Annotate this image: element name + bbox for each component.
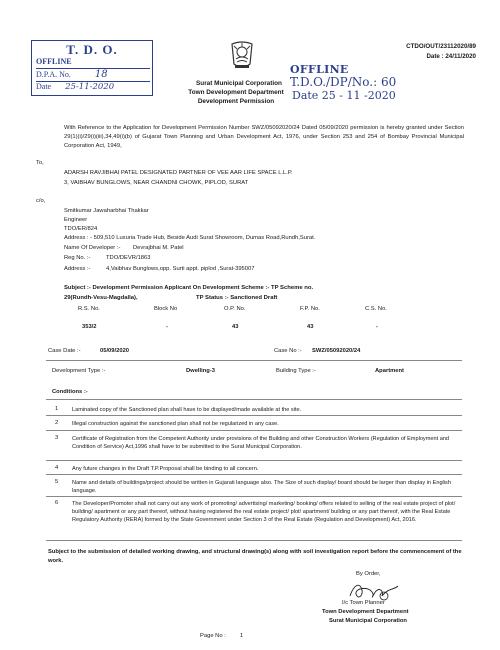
cell-block-no: - <box>166 324 168 330</box>
page-label: Page No : <box>200 633 226 639</box>
condition-number: 2 <box>55 420 59 426</box>
page-number: 1 <box>240 633 244 639</box>
condition-number: 5 <box>55 479 59 485</box>
ref-number: CTDO/OUT/23112020/89 <box>406 43 476 50</box>
condition-text: Any future changes in the Draft T.P.Proposal shall be binding to all concern. <box>72 466 259 472</box>
condition-divider <box>46 460 462 461</box>
handwritten-tdo-no: T.D.O./DP/No.: 60 <box>290 75 397 89</box>
developer-regno: TDO/DEVR/1863 <box>106 255 151 261</box>
conditions-divider <box>46 399 462 400</box>
case-no-label: Case No :- <box>274 348 302 354</box>
engineer-name: Smitkumar Jawaharbhai Thakkar <box>64 208 149 214</box>
tp-status: TP Status :- Sanctioned Draft <box>196 295 278 301</box>
condition-number: 1 <box>55 406 59 412</box>
subject-scheme: 29(Rundh-Vesu-Magdalla), <box>64 295 138 301</box>
signatory-corp: Surat Municipal Corporation <box>329 618 407 624</box>
stamp-dpa-row <box>36 69 150 82</box>
regno-label: Reg No. :- <box>64 255 91 261</box>
col-fp-no: F.P. No. <box>300 306 320 312</box>
header-date: Date : 24/11/2020 <box>426 53 476 60</box>
signatory-title: I/c Town Planner <box>342 600 385 606</box>
conditions-heading: Conditions :- <box>52 389 88 395</box>
signatory-dept: Town Development Department <box>322 609 409 615</box>
cell-cs-no: - <box>376 324 378 330</box>
condition-text: Illegal construction against the sanctioned plan shall not be regularized in any case. <box>72 421 279 427</box>
engineer-address-row <box>64 235 474 241</box>
tdo-stamp <box>31 40 153 96</box>
stamp-date-value: 25-11-2020 <box>65 82 115 92</box>
dev-type-label: Development Type :- <box>52 368 106 374</box>
divider <box>46 360 462 361</box>
condition-number: 4 <box>55 465 59 471</box>
dev-type: Dwelling-3 <box>186 368 215 374</box>
to-label: To, <box>36 160 44 166</box>
condition-text: Certificate of Registration from the Competent Authority under provisions of the Building and other Construction Workers (Regulation of Employment and Condition of Service) Act,1996 shall have to be submitted to the Surat Municipal Corporation. <box>72 436 450 451</box>
engineer-reg: TDO/ER/824 <box>64 226 98 232</box>
developer-label: Name Of Developer :- <box>64 245 121 251</box>
condition-text: Laminated copy of the Sanctioned plan shall have to be displayed/made available at the site. <box>72 407 302 413</box>
cell-op-no: 43 <box>232 324 239 330</box>
corp-name: Surat Municipal Corporation <box>196 80 282 87</box>
stamp-date-row <box>36 82 150 93</box>
handwritten-offline: OFFLINE <box>290 63 349 76</box>
stamp-dpa-no: 18 <box>94 69 108 80</box>
condition-text: The Developer/Promoter shall not carry out any work of promoting/ advertising/ marketing/ booking/ offers related to selling of the real estate project of plot/ building/ apartment or any part thereof, without having registered the real estate project/ plot/ apartment/ building or any part thereof, with the Real Estate Regulatory Authority (RERA) formed by the State Government under Section 3 of the Real Estate (Regulation and Development) Act, 2016. <box>72 501 456 524</box>
condition-divider <box>46 415 462 416</box>
footer-note: Subject to the submission of detailed working drawing, and structural drawing(s) along with soil investigation report before the commencement of the work. <box>48 549 462 564</box>
stamp-title: T. D. O. <box>66 42 118 57</box>
condition-divider <box>46 496 462 497</box>
conditions-end-divider <box>46 540 462 541</box>
condition-number: 3 <box>55 435 59 441</box>
col-block-no: Block No <box>154 306 178 312</box>
stamp-offline: OFFLINE <box>36 57 150 69</box>
condition-number: 6 <box>55 500 59 506</box>
cell-fp-no: 43 <box>307 324 314 330</box>
developer-name: Devrajbhai M. Patel <box>133 245 184 251</box>
dev-address-label: Address :- <box>64 266 91 272</box>
addressee-line2: 3, VAIBHAV BUNGLOWS, NEAR CHANDNI CHOWK, PIPLOD, SURAT <box>64 180 249 186</box>
col-op-no: O.P. No. <box>224 306 246 312</box>
subject-text: Subject :- Development Permission Applicant On Development Scheme :- TP Scheme no. <box>64 285 314 291</box>
engineer-role: Engineer <box>64 217 88 223</box>
condition-divider <box>46 474 462 475</box>
stamp-dpa-label: D.P.A. No. <box>36 70 71 79</box>
engineer-address-label: Address : <box>64 235 89 241</box>
developer-address: 4,Vaibhav Bunglows,opp. Surti appt. piplod ,Surat-395007 <box>106 266 255 272</box>
bld-type: Apartment <box>375 368 404 374</box>
dept-sub: Development Permission <box>197 98 275 105</box>
condition-divider <box>46 430 462 431</box>
intro-paragraph: With Reference to the Application for Development Permission Number SWZ/05092020/24 Dated 05/09/2020 permission is hereby granted under Section 29(1)(i)/29(i)(iii),34,49(i)(b) of Gujarat Town Planning and Urban Development Act, 1976, under Section 253 and 254 of Bombay Provincial Municipal Corporation Act, 1949, <box>64 125 464 149</box>
dept-name: Town Development Department <box>188 89 284 96</box>
co-label: c/o, <box>36 198 46 204</box>
cell-rs-no: 353/2 <box>82 324 97 330</box>
case-date-label: Case Date :- <box>48 348 81 354</box>
smc-emblem-icon <box>228 40 256 70</box>
engineer-address: - 509,510 Luxuria Trade Hub, Beside Audi Surat Showroom, Dumas Road,Rundh,Surat. <box>90 235 316 241</box>
condition-text: Name and details of buildings/project should be written in Gujarati language also. The Size of such display/ board should be larger than display in English language. <box>72 480 451 495</box>
case-date: 05/09/2020 <box>100 348 130 354</box>
col-rs-no: R.S. No. <box>78 306 100 312</box>
case-no: SWZ/05092020/24 <box>312 348 361 354</box>
bld-type-label: Building Type :- <box>276 368 316 374</box>
stamp-date-label: Date <box>36 82 52 91</box>
by-order: By Order, <box>356 571 381 577</box>
handwritten-date: Date 25 - 11 -2020 <box>292 89 396 102</box>
col-cs-no: C.S. No. <box>365 306 387 312</box>
addressee-line1: ADARSH RAVJIBHAI PATEL DESIGNATED PARTNER OF VEE AAR LIFE SPACE L.L.P. <box>64 170 293 176</box>
